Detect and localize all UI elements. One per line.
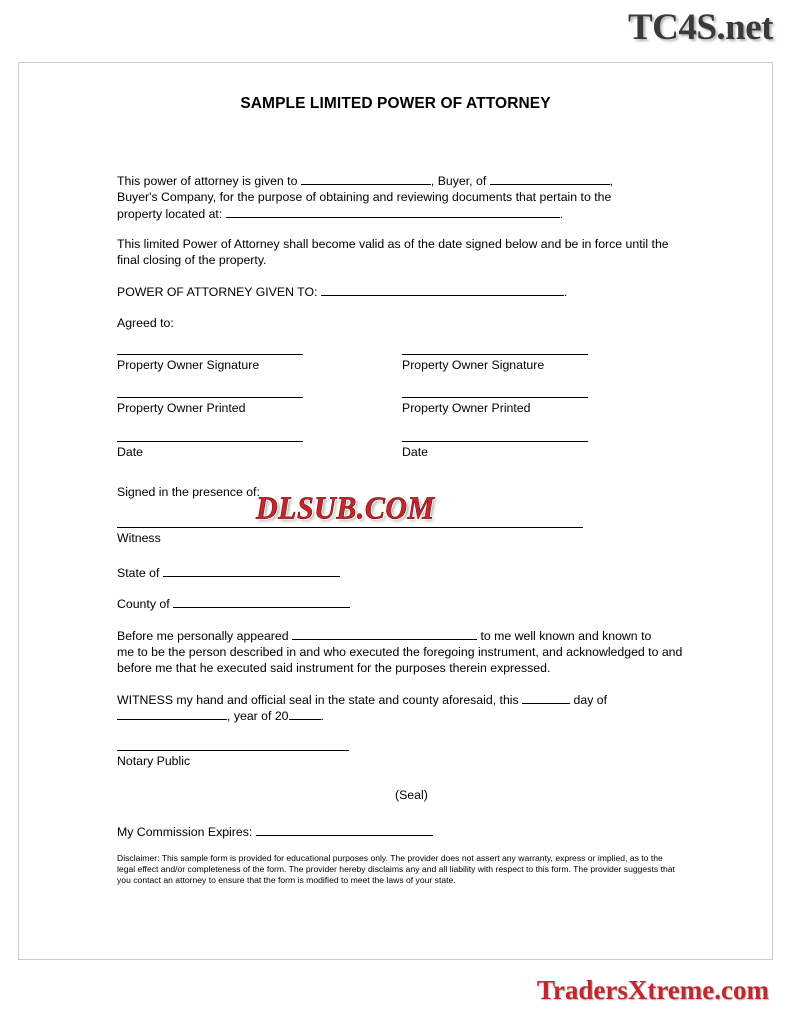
notary-public-label: Notary Public: [117, 754, 191, 769]
top-watermark-brand: TC4S.net: [627, 7, 773, 48]
intro-text-e: property located at:: [117, 206, 223, 221]
appeared-text-b: to me well known and known to: [480, 629, 652, 644]
intro-text-f: .: [559, 206, 564, 221]
intro-text-c: ,: [609, 174, 614, 188]
agreed-to-label: Agreed to:: [117, 315, 174, 330]
county-label: County of: [117, 597, 170, 612]
state-label: State of: [117, 565, 160, 580]
given-to-paragraph: [117, 284, 687, 301]
given-to-blank[interactable]: [321, 284, 564, 296]
owner-printed-line-left[interactable]: [117, 397, 303, 398]
seal-label: (Seal): [395, 787, 428, 802]
property-address-blank[interactable]: [226, 206, 560, 218]
appeared-paragraph: [117, 628, 687, 676]
date-line-right[interactable]: [402, 441, 588, 442]
witness-label: Witness: [117, 530, 161, 545]
printed-row: [117, 397, 687, 417]
intro-text-b: , Buyer, of: [430, 174, 487, 188]
printed-col-left: [117, 397, 402, 417]
appeared-text-a: Before me personally appeared: [117, 629, 289, 644]
buyer-name-blank[interactable]: [301, 173, 431, 185]
commission-line: [117, 824, 687, 841]
spacer-1: [117, 547, 687, 565]
month-blank[interactable]: [117, 708, 227, 720]
owner-printed-label-left: Property Owner Printed: [117, 401, 246, 416]
owner-printed-line-right[interactable]: [402, 397, 588, 398]
witness-seal-text-c: , year of 20: [227, 709, 289, 724]
given-to-period: .: [563, 284, 568, 299]
presence-label: Signed in the presence of:: [117, 484, 260, 499]
day-blank[interactable]: [522, 692, 570, 704]
page-title: SAMPLE LIMITED POWER OF ATTORNEY: [240, 95, 551, 112]
disclaimer-text: Disclaimer: This sample form is provided for educational purposes only. The provider does not assert any warranty, express or implied, as to the legal effect and/or completeness of the form. The provider hereby disclaims any and all liability with respect to this form. The provider suggests that you contact an attorney to ensure that the form is modified to meet the laws of your state.: [117, 853, 675, 886]
bottom-watermark-brand: TradersXtreme.com: [536, 975, 769, 1005]
date-col-right: [402, 441, 687, 461]
state-line: [117, 565, 687, 582]
signature-block: [117, 354, 687, 461]
owner-signature-line-left[interactable]: [117, 354, 303, 355]
commission-label: My Commission Expires:: [117, 824, 253, 839]
county-line: [117, 596, 687, 613]
date-line-left[interactable]: [117, 441, 303, 442]
county-blank[interactable]: [173, 596, 350, 608]
given-to-label: POWER OF ATTORNEY GIVEN TO:: [117, 284, 318, 299]
date-label-right: Date: [402, 445, 428, 460]
signature-col-left: [117, 354, 402, 374]
owner-signature-label-left: Property Owner Signature: [117, 357, 260, 372]
intro-text-d: Buyer's Company, for the purpose of obtaining and reviewing documents that pertain to the: [117, 189, 612, 204]
witness-seal-text-d: .: [320, 709, 324, 724]
state-blank[interactable]: [163, 565, 340, 577]
year-blank[interactable]: [289, 708, 321, 720]
owner-signature-line-right[interactable]: [402, 354, 588, 355]
validity-paragraph: This limited Power of Attorney shall become valid as of the date signed below and be in force until the final closing of the property.: [117, 237, 669, 268]
date-row: [117, 441, 687, 461]
witness-signature-line[interactable]: [117, 527, 583, 528]
owner-signature-label-right: Property Owner Signature: [402, 357, 545, 372]
notary-signature-line[interactable]: [117, 750, 349, 751]
intro-paragraph: [117, 173, 687, 222]
center-watermark-stamp: DLSUB.COM: [256, 491, 435, 526]
commission-blank[interactable]: [256, 824, 433, 836]
signature-row: [117, 354, 687, 374]
date-label-left: Date: [117, 445, 143, 460]
appeared-name-blank[interactable]: [292, 628, 477, 640]
printed-col-right: [402, 397, 687, 417]
date-col-left: [117, 441, 402, 461]
signature-col-right: [402, 354, 687, 374]
witness-seal-text-a: WITNESS my hand and official seal in the state and county aforesaid, this: [117, 692, 519, 707]
appeared-text-c: me to be the person described in and who executed the foregoing instrument, and acknowledged to and before me that he executed said instrument for the purposes therein expressed.: [117, 644, 683, 675]
buyer-of-blank[interactable]: [490, 173, 610, 185]
witness-seal-text-b: day of: [573, 692, 608, 707]
owner-printed-label-right: Property Owner Printed: [402, 401, 531, 416]
intro-text-a: This power of attorney is given to: [117, 174, 298, 188]
witness-seal-paragraph: [117, 692, 687, 726]
document-page: [18, 62, 773, 960]
document-body: [117, 173, 687, 841]
